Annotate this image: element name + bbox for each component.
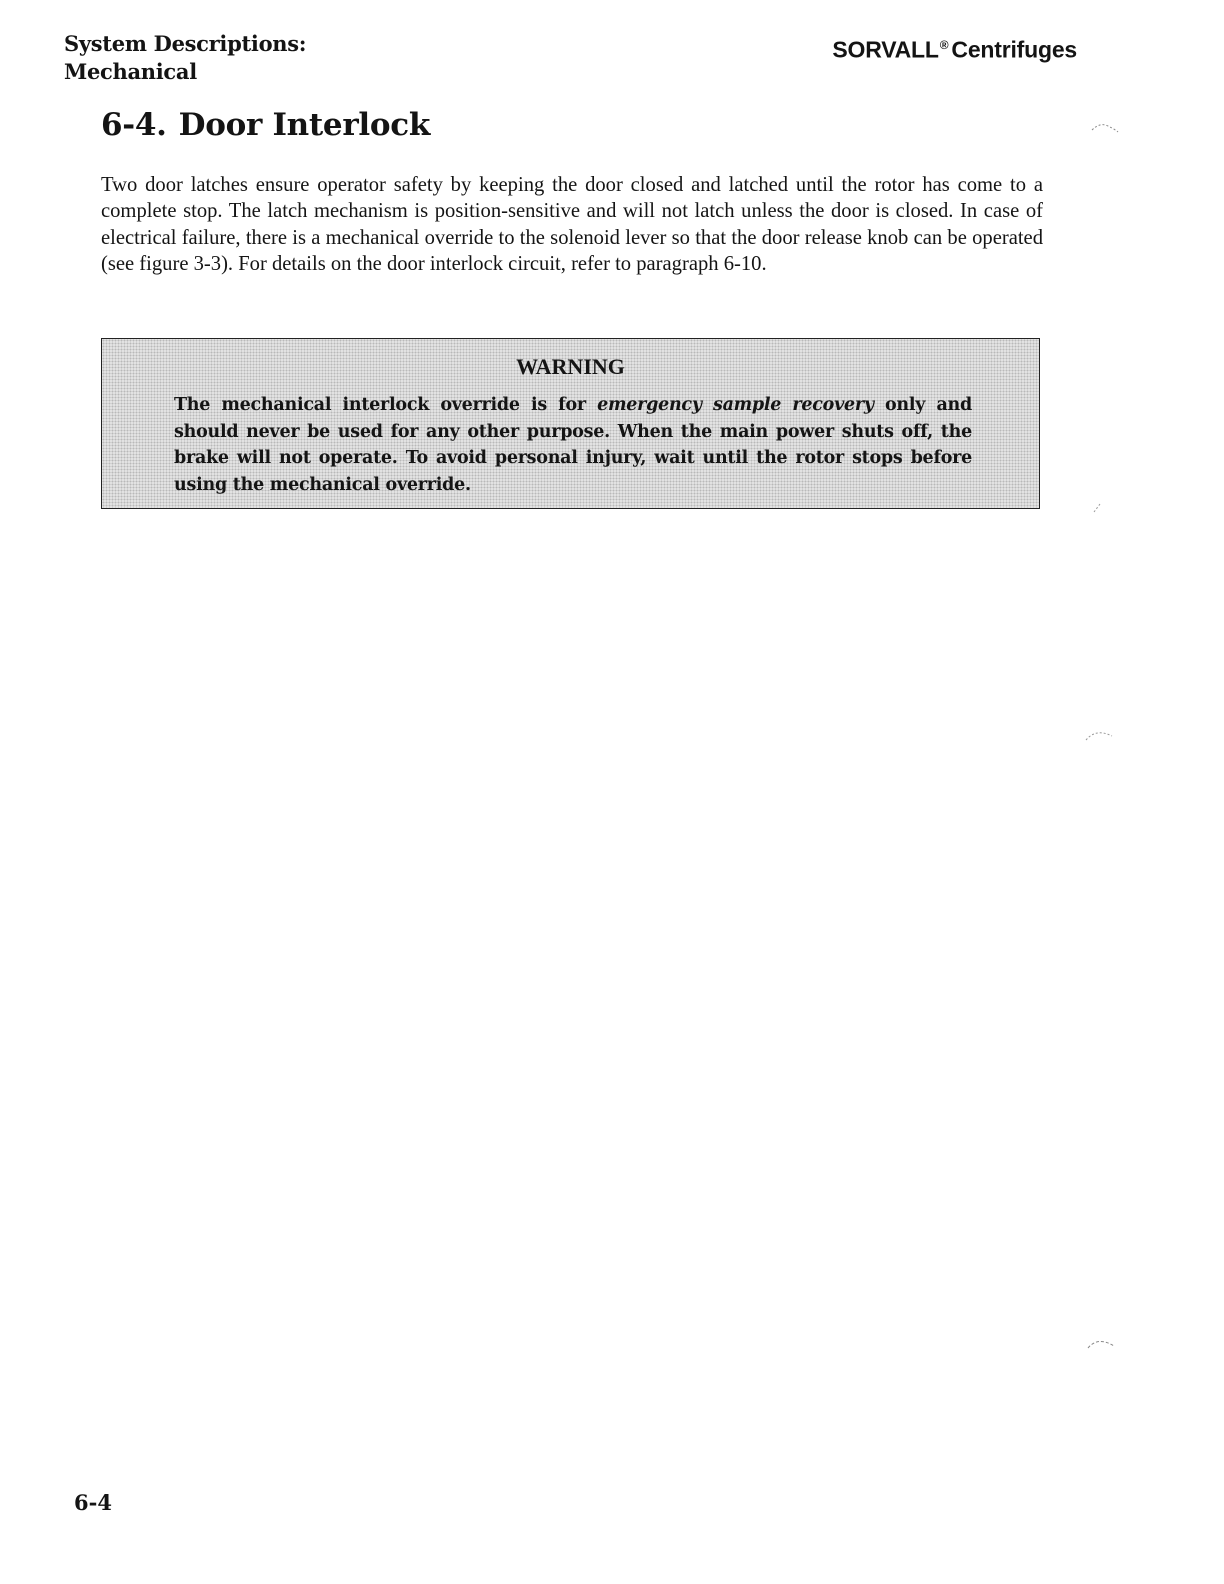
binding-hole-mark <box>1088 500 1118 514</box>
section-title: Door Interlock <box>178 107 430 143</box>
registered-mark: ® <box>939 38 949 52</box>
product-name: Centrifuges <box>951 36 1077 63</box>
warning-text <box>174 392 972 498</box>
warning-title: WARNING <box>516 354 625 379</box>
warning-text-before: The mechanical interlock override is for <box>174 395 598 415</box>
binding-hole-mark <box>1084 728 1114 742</box>
page-number: 6-4 <box>74 1490 112 1515</box>
header-section-line2: Mechanical <box>64 59 197 84</box>
warning-text-emphasis: emergency sample recovery <box>597 395 874 415</box>
binding-hole-mark <box>1090 120 1120 134</box>
brand-name: SORVALL <box>832 36 939 63</box>
warning-text-after: only and should never be used for any other purpose. When the main power shuts off, the brake will not operate. To avoid personal injury, wait until the rotor stops before using the mechanical override. <box>174 395 972 495</box>
header-section-line1: System Descriptions: <box>64 31 307 56</box>
body-paragraph: Two door latches ensure operator safety by keeping the door closed and latched until the rotor has come to a complete stop. The latch mechanism is position-sensitive and will not latch unless the door is closed. In case of electrical failure, there is a mechanical override to the solenoid lever so that the door release knob can be operated (see figure 3-3). For details on the door interlock circuit, refer to paragraph 6-10. <box>101 174 1043 276</box>
warning-box <box>101 338 1040 509</box>
section-heading <box>101 104 430 146</box>
running-header-brand <box>832 31 1077 64</box>
section-number: 6-4. <box>101 107 167 143</box>
running-header-section <box>64 30 306 86</box>
binding-hole-mark <box>1086 1336 1116 1350</box>
